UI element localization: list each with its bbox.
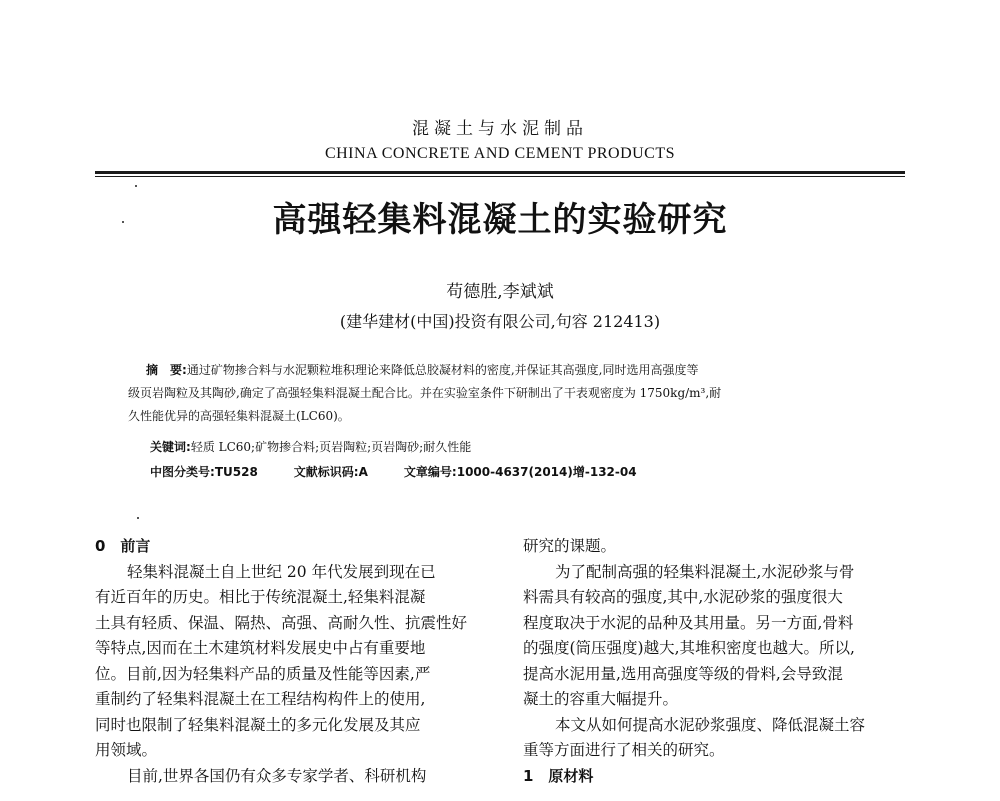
journal-name-en: CHINA CONCRETE AND CEMENT PRODUCTS [324,145,676,162]
text-line: 研究的课题。 [523,537,617,555]
keywords [150,437,471,457]
paragraph-method-1 [523,560,913,713]
body-column-right [523,534,913,789]
text-line: 提高水泥用量,选用高强度等级的骨料,会导致混 [523,664,843,683]
text-line: 位。目前,因为轻集料产品的质量及性能等因素,严 [95,664,431,683]
journal-header [0,118,1000,165]
scan-speck [137,517,139,519]
text-line: 重等方面进行了相关的研究。 [523,741,725,759]
text-line: 土具有轻质、保温、隔热、高强、高耐久性、抗震性好 [95,613,468,632]
paper-title: 高强轻集料混凝土的实验研究 [272,200,728,240]
text-line: 轻集料混凝土自上世纪 20 年代发展到现在已 [127,562,436,581]
keywords-label: 关键词: [150,440,191,454]
body-column-left [95,534,485,789]
abstract-label: 摘 要: [146,363,187,377]
text-line: 本文从如何提高水泥砂浆强度、降低混凝土容 [555,715,866,734]
text-line: 凝土的容重大幅提升。 [523,690,679,708]
classification-line [150,462,637,482]
paragraph-method-2 [523,713,913,764]
text-line: 为了配制高强的轻集料混凝土,水泥砂浆与骨 [555,562,855,581]
text-line: 有近百年的历史。相比于传统混凝土,轻集料混凝 [95,588,426,606]
text-line: 目前,世界各国仍有众多专家学者、科研机构 [127,766,427,785]
scan-speck [135,185,137,187]
text-line: 程度取决于水泥的品种及其用量。另一方面,骨料 [523,613,854,632]
doc-code-value: A [358,465,368,479]
abstract-line-1 [128,359,886,382]
abstract-line-3: 久性能优异的高强轻集料混凝土(LC60)。 [128,409,350,423]
header-rule-thick [95,171,905,174]
text-line: 料需具有较高的强度,其中,水泥砂浆的强度很大 [523,588,843,606]
text-line: 重制约了轻集料混凝土在工程结构构件上的使用, [95,690,426,708]
paper-affiliation: (建华建材(中国)投资有限公司,句容 212413) [339,312,661,331]
section-heading-introduction: 0 前言 [95,537,151,555]
text-line: 等特点,因而在土木建筑材料发展史中占有重要地 [95,639,426,657]
doc-code-label: 文献标识码: [293,465,359,479]
paragraph-intro-2 [95,764,485,790]
header-rule-thin [95,176,905,177]
article-no-value: 1000-4637(2014)增-132-04 [456,465,637,479]
clc-value: TU528 [214,465,258,479]
journal-name-cn: 混凝土与水泥制品 [412,119,588,139]
text-line: 的强度(筒压强度)越大,其堆积密度也越大。所以, [523,639,855,657]
paper-authors: 苟德胜,李斌斌 [446,282,554,302]
abstract-line-2: 级页岩陶粒及其陶砂,确定了高强轻集料混凝土配合比。并在实验室条件下研制出了干表观密度为 1750kg/m³,耐 [128,386,722,400]
section-heading-materials: 1 原材料 [523,766,594,785]
abstract-text-1: 通过矿物掺合料与水泥颗粒堆积理论来降低总胶凝材料的密度,并保证其高强度,同时选用高强度等 [186,363,699,377]
article-no-label: 文章编号: [403,465,457,479]
text-line: 用领域。 [95,741,158,759]
clc-label: 中图分类号: [150,465,215,479]
keywords-text: 轻质 LC60;矿物掺合料;页岩陶粒;页岩陶砂;耐久性能 [190,440,472,454]
abstract [128,359,886,428]
text-line: 同时也限制了轻集料混凝土的多元化发展及其应 [95,715,421,734]
paragraph-continuation [523,534,913,560]
paragraph-intro-1 [95,560,485,764]
